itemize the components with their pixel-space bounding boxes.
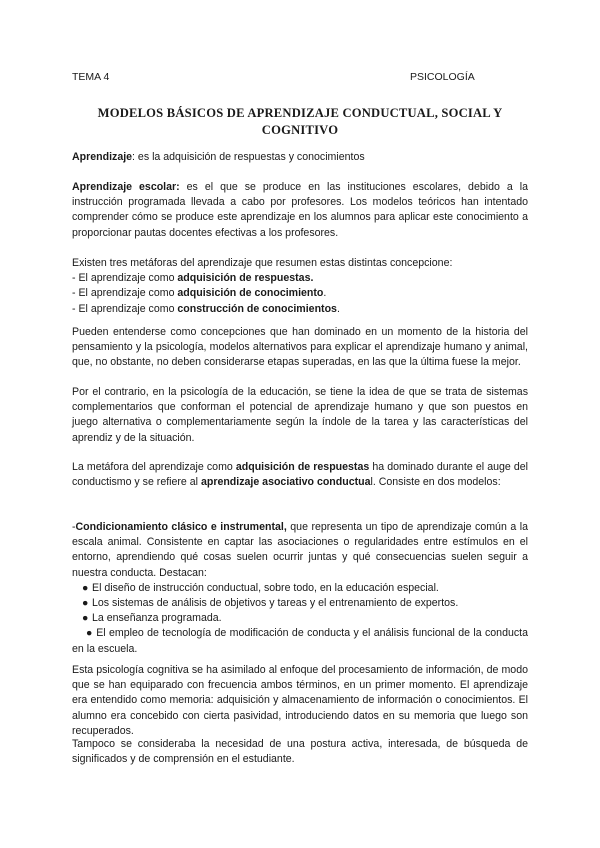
subject-label: PSICOLOGÍA — [410, 71, 475, 83]
paragraph-metaphor: La metáfora del aprendizaje como adquisición de respuestas ha dominado durante el auge del conductismo y se refiere al aprendizaje asociativo conductual. Consiste en dos modelos: — [72, 461, 528, 489]
definition-text: : es la adquisición de respuestas y conocimientos — [132, 151, 365, 163]
bullet-dot-icon: ● — [82, 581, 89, 594]
definition-term: Aprendizaje escolar: — [72, 181, 180, 193]
definition-term: Aprendizaje — [72, 151, 133, 163]
definition-text: es el que se produce en las instituciones escolares, debido a la instrucción programada llevada a cabo por profesores. Los modelos teóricos han intentado comprender cómo se produce este aprendizaje en los alumnos para aplicar este conocimiento a proporcionar pautas docentes efectivas a los profesores. — [72, 181, 528, 239]
metaphors-intro: Existen tres metáforas del aprendizaje que resumen estas distintas concepcione: — [72, 257, 453, 269]
bullet-item: ● El diseño de instrucción conductual, sobre todo, en la educación especial. — [72, 581, 528, 596]
metaphor-item: - El aprendizaje como construcción de conocimientos. — [72, 302, 340, 315]
document-title — [72, 105, 528, 139]
metaphor-item: - El aprendizaje como adquisición de respuestas. — [72, 272, 314, 285]
bullet-item: ● Los sistemas de análisis de objetivos y tareas y el entrenamiento de expertos. — [72, 596, 528, 611]
paragraph-contrary: Por el contrario, en la psicología de la educación, se tiene la idea de que se trata de sistemas complementarios que conforman el potencial de aprendizaje humano y que son puestos en juego alternativa o complementariamente según la índole de la tarea y las características del aprendiz y de la situación. — [72, 386, 528, 444]
metaphor-item: - El aprendizaje como adquisición de conocimiento. — [72, 287, 327, 300]
metaphors-section — [72, 256, 528, 317]
bullet-dot-icon: ● — [86, 627, 97, 640]
paragraph-active: Tampoco se consideraba la necesidad de una postura activa, interesada, de búsqueda de significados y de comprensión en el estudiante. — [72, 738, 528, 766]
bullet-dot-icon: ● — [82, 597, 89, 610]
conditioning-section — [72, 520, 528, 657]
bullet-item: ● La enseñanza programada. — [72, 611, 528, 626]
conditioning-paragraph: -Condicionamiento clásico e instrumental, que representa un tipo de aprendizaje común a la escala animal. Consistente en captar las asociaciones o regularidades entre estímulos en el entorno, aprendiendo qué cosas suelen ocurrir juntas y qué consecuencias suelen seguir a nuestra conducta. Destacan: — [72, 521, 528, 579]
topic-label: TEMA 4 — [72, 71, 110, 83]
definition-learning — [72, 150, 528, 165]
title-line-1: MODELOS BÁSICOS DE APRENDIZAJE CONDUCTUAL, SOCIAL Y — [97, 106, 503, 120]
definition-school-learning — [72, 180, 528, 241]
bullet-dot-icon: ● — [82, 612, 89, 625]
title-line-2: COGNITIVO — [261, 123, 339, 137]
paragraph-conceptions: Pueden entenderse como concepciones que han dominado en un momento de la historia del pensamiento y la psicología, modelos alternativos para explicar el aprendizaje humano y animal, que, no obstante, no deben considerarse etapas superadas, en las que la última fuese la mejor. — [72, 326, 528, 369]
bullet-item: ● El empleo de tecnología de modificación de conducta y el análisis funcional de la conducta en la escuela. — [72, 627, 528, 655]
paragraph-cognitive: Esta psicología cognitiva se ha asimilado al enfoque del procesamiento de información, de modo que se han equiparado con frecuencia ambos términos, en un primer momento. El aprendizaje era entendido como memoria: adquisición y almacenamiento de información o conocimientos. El alumno era concebido con cierta pasividad, introduciendo datos en su memoria que luego son recuperados. — [72, 664, 528, 737]
